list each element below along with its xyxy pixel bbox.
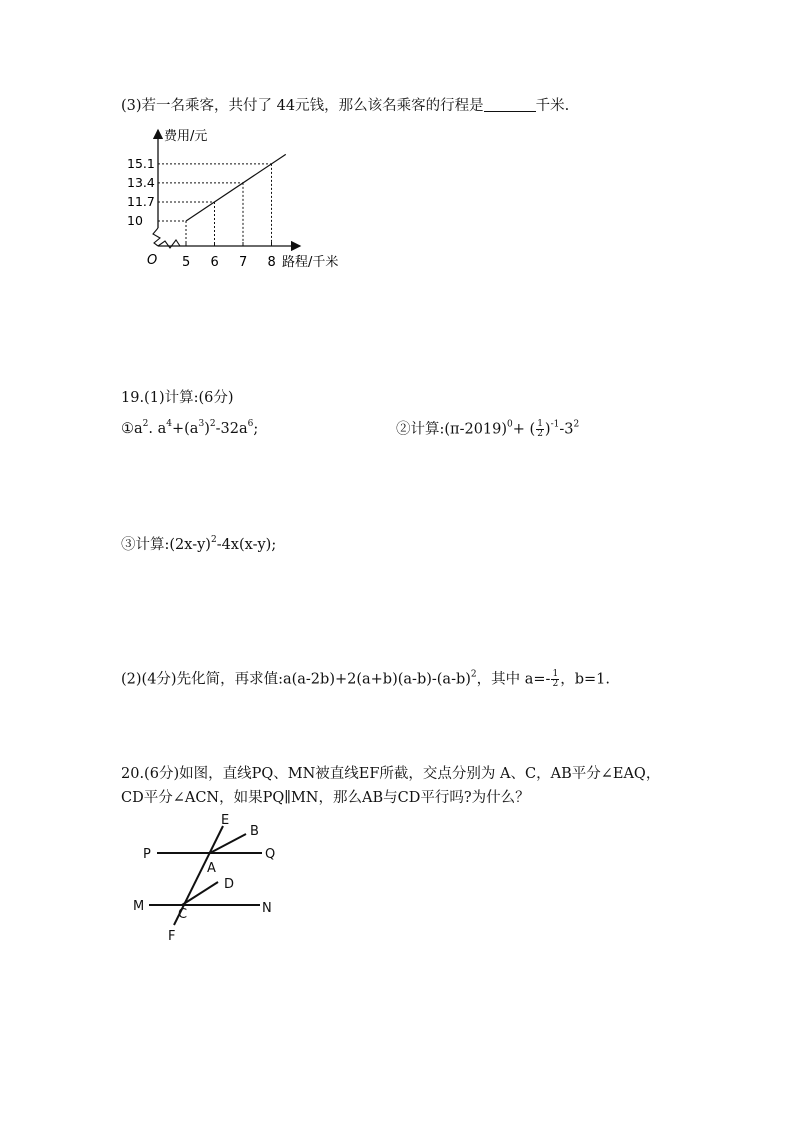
x-tick-label: 6	[210, 255, 219, 270]
x-tick-label: 5	[182, 255, 191, 270]
expr-text: -4x(x-y);	[216, 537, 277, 553]
label-n: N	[262, 901, 272, 916]
label-e: E	[221, 813, 230, 828]
q20-line-2: CD平分∠ACN，如果PQ∥MN，那么AB与CD平行吗?为什么？	[121, 790, 530, 806]
expr-text: )	[544, 421, 551, 438]
expr-text: ①a	[121, 421, 143, 437]
label-d: D	[224, 877, 235, 892]
y-axis-label: 费用/元	[164, 129, 208, 144]
label-m: M	[133, 899, 145, 914]
exponent: 3	[198, 419, 205, 429]
expr-text: . a	[148, 421, 167, 437]
expr-text: -32a	[215, 421, 248, 437]
q18-part3-suffix: 千米.	[535, 98, 570, 114]
expr-text: -3	[559, 421, 574, 438]
expr-text: ;	[253, 421, 259, 437]
label-c: C	[178, 907, 188, 922]
expr-text: +(a	[172, 421, 199, 437]
y-tick-label: 15.1	[127, 155, 155, 171]
x-tick-label: 8	[267, 255, 276, 270]
exponent: 2	[573, 419, 580, 430]
expr-text: ，其中 a=-	[476, 671, 551, 688]
exponent: 2	[142, 419, 149, 429]
exponent: 0	[507, 419, 513, 430]
fraction-numerator: 1	[552, 669, 559, 679]
expr-text: )	[204, 421, 210, 437]
fraction-denominator: 2	[537, 429, 543, 439]
label-q: Q	[265, 847, 276, 862]
q20-line-1: 20.(6分)如图，直线PQ、MN被直线EF所截，交点分别为 A、C，AB平分∠EAQ，	[121, 766, 661, 782]
expr-text: ③计算:(2x-y)	[121, 537, 211, 553]
q19-header: 19.(1)计算:(6分)	[121, 390, 234, 406]
fraction-denominator: 2	[552, 679, 559, 689]
expr-text: ，b=1.	[560, 671, 610, 688]
exponent: 2	[470, 669, 477, 680]
x-tick-label: 7	[239, 255, 248, 270]
ray-cd	[182, 882, 218, 905]
exponent: 2	[209, 419, 216, 429]
exponent: 2	[210, 535, 217, 545]
expr-text: (2)(4分)先化简，再求值:a(a-2b)+2(a+b)(a-b)-(a-b)	[121, 671, 471, 688]
q18-part3-prefix: (3)若一名乘客，共付了 44元钱，那么该名乘客的行程是	[121, 98, 484, 114]
label-p: P	[143, 847, 151, 862]
y-tick-label: 11.7	[127, 193, 155, 209]
label-f: F	[168, 929, 176, 944]
label-a: A	[207, 861, 216, 876]
y-tick-label: 13.4	[127, 174, 155, 190]
exponent: -1	[550, 419, 560, 430]
fraction-numerator: 1	[537, 419, 543, 429]
expr-text: + (	[512, 421, 536, 438]
exponent: 6	[247, 419, 254, 429]
y-tick-label: 10	[127, 213, 143, 228]
expr-text: ②计算:(π-2019)	[396, 421, 508, 438]
label-b: B	[250, 824, 259, 839]
origin-label: O	[147, 253, 158, 268]
exponent: 4	[166, 419, 172, 429]
x-axis-label: 路程/千米	[282, 255, 339, 270]
